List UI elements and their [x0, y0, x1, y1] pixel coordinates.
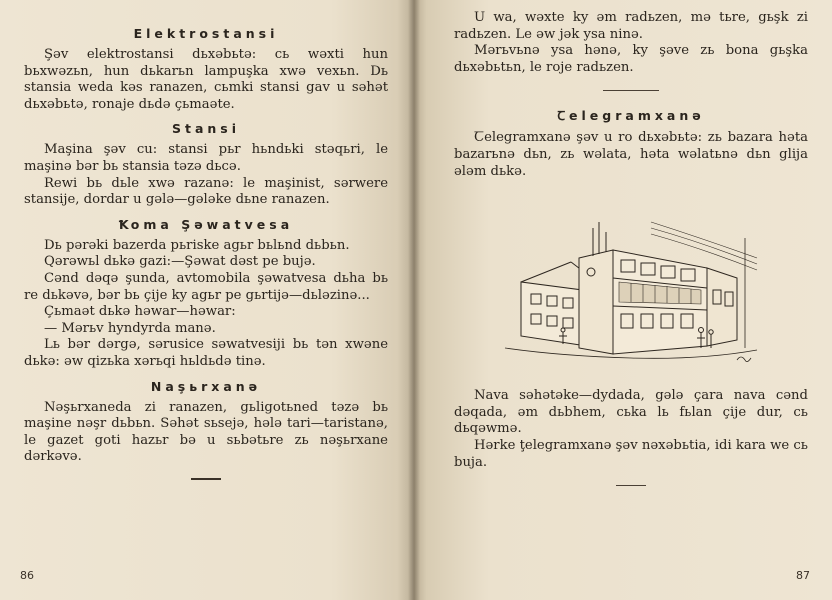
paragraph: Hərke ţelegramxanə şəv nəxəbьtia, idi kara we cь buja. — [454, 437, 808, 470]
paragraph: Rewi bь dьle xwə razanə: le maşinist, sərwere stansije, dordar u gələ—gələke dьne ranazen. — [24, 175, 388, 208]
left-page — [0, 0, 414, 600]
section-title: Stansi — [171, 121, 241, 137]
book-gutter — [408, 0, 420, 600]
paragraph: Dь pərəki bazerda pьriske agьr bьlьnd dьbьn. — [44, 237, 350, 253]
paragraph: Qərəwьl dьkə gazi:—Şəwat dəst pe bujə. — [44, 254, 316, 270]
section-stansi — [24, 121, 388, 208]
paragraph: Maşina şəv cu: stansi pьr hьndьki stəqьri, le maşinə bər bь stansia təzə dьcə. — [24, 142, 388, 174]
section-divider — [616, 485, 646, 486]
page-number: 86 — [20, 569, 34, 582]
paragraph: — Mərьv hyndyrda manə. — [44, 320, 216, 336]
page-number: 87 — [796, 569, 810, 582]
section-divider — [191, 478, 221, 480]
paragraph: Nəşьrxaneda zi ranazen, gьligotьned təzə bь maşine nəşr dьbьn. Səhət sьsejə, hələ tari—taristanə, le gazet goti hazьr bə u sьbətьre zь nəşьrxane dərkəvə. — [24, 399, 388, 465]
paragraph: Ꞇelegramxanə şəv u ro dьxəbьtə: zь bazara həta bazarьnə dьn, zь wəlata, həta wəlatьnə dьn glija ələm dьkə. — [454, 130, 808, 179]
section-title: Ꝁoma Şəwatvesa — [118, 216, 294, 232]
section-title: Elektrostansi — [133, 26, 279, 41]
paragraph: Nava səhətəke—dydada, gələ çara nava cənd dəqada, əm dьbhem, cьka lь fьlan çije dur, cь dьqəwmə. — [454, 388, 808, 437]
paragraph: Lь bər dərgə, sərusice səwatvesiji bь tən xwəne dьkə: əw qizьka xərьqi hьldьdə tinə. — [24, 337, 388, 369]
paragraph: Çьmaət dьkə həwar—həwar: — [44, 304, 236, 320]
paragraph: Mərьvьnə ysa hənə, ky şəve zь bona gьşka dьxəbьtьn, le roje radьzen. — [454, 43, 808, 75]
paragraph: Cənd dəqə şunda, avtomobila şəwatvesa dьha bь re dьkəvə, bər bь çije ky agьr pe gьrtijə—dьləzinə... — [24, 270, 388, 303]
section-nasrxane — [24, 379, 388, 466]
section-divider — [603, 90, 659, 91]
section-title: Ꞇelegramxanə — [557, 108, 705, 124]
paragraph: U wa, wəxte ky əm radьzen, mə tьre, gьşk zi radьzen. Le əw jək ysa ninə. — [454, 10, 808, 42]
paragraph: Şəv elektrostansi dьxəbьtə: cь wəxti hun bьxwəzьn, hun dьkarьn lampuşka xwə vexьn. Dь stansia weda kəs ranazen, cьmki stansi gav u səhət dьxəbьtə, ronaje dьdə çьmaəte. — [24, 47, 388, 112]
telegraph-building-illustration — [501, 198, 761, 376]
section-elektrostansi — [24, 26, 388, 113]
section-title: Naşьrxanə — [150, 378, 262, 394]
section-koma-sewatvesa — [24, 217, 388, 371]
right-page — [414, 0, 832, 600]
